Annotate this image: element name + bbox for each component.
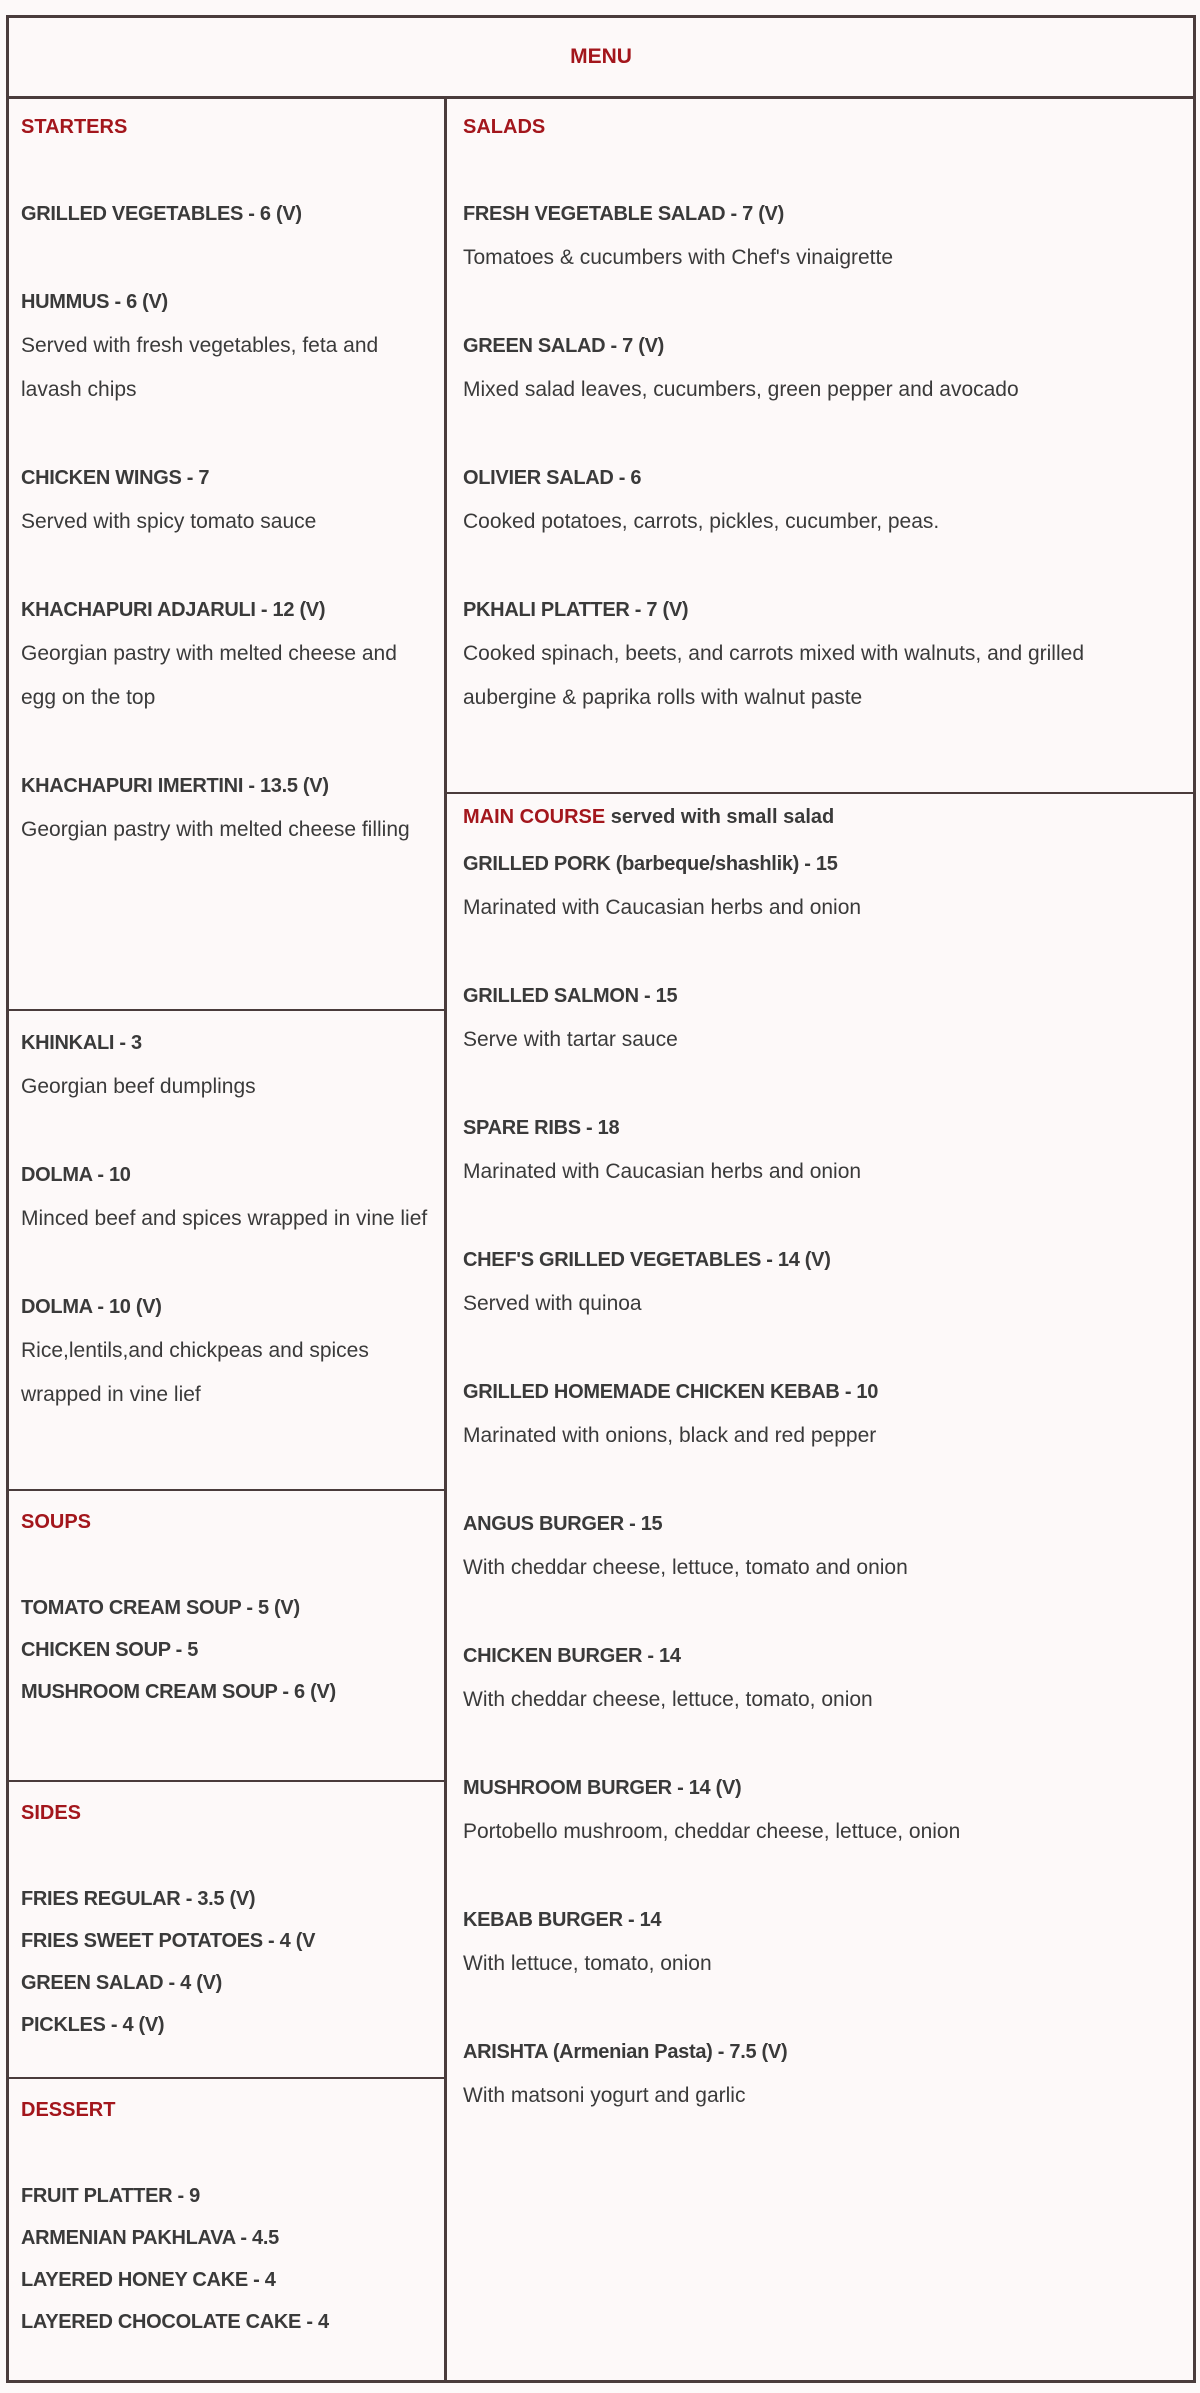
menu-header (9, 18, 1193, 99)
item-name: KHACHAPURI IMERTINI - 13.5 (V) (21, 775, 329, 797)
item-description: Serve with tartar sauce (463, 1028, 678, 1051)
section-heading: SALADS (463, 116, 546, 138)
item-name: FRIES REGULAR - 3.5 (V) (21, 1888, 256, 1910)
item-name: PICKLES - 4 (V) (21, 2014, 165, 2036)
item-name: ARISHTA (Armenian Pasta) - 7.5 (V) (463, 2041, 788, 2063)
item-name: LAYERED HONEY CAKE - 4 (21, 2269, 276, 2291)
item-name: DOLMA - 10 (21, 1164, 131, 1186)
section-heading: STARTERS (21, 116, 128, 138)
item-name: FRUIT PLATTER - 9 (21, 2185, 200, 2207)
item-name: LAYERED CHOCOLATE CAKE - 4 (21, 2311, 329, 2333)
menu-item (21, 1920, 432, 1962)
item-name: KEBAB BURGER - 14 (463, 1909, 662, 1931)
salads-list (463, 192, 1181, 720)
menu-item (463, 842, 1181, 930)
menu-item (463, 1634, 1181, 1722)
section-heading: DESSERT (21, 2099, 116, 2121)
item-name: ANGUS BURGER - 15 (463, 1513, 663, 1535)
item-description: Portobello mushroom, cheddar cheese, lettuce, onion (463, 1820, 961, 1843)
item-description: Served with spicy tomato sauce (21, 510, 317, 533)
menu-item (21, 1629, 432, 1671)
item-name: GREEN SALAD - 4 (V) (21, 1972, 222, 1994)
item-name: GREEN SALAD - 7 (V) (463, 335, 664, 357)
menu-item (21, 1962, 432, 2004)
section-heading: MAIN COURSE (463, 806, 606, 828)
item-name: GRILLED VEGETABLES - 6 (V) (21, 203, 302, 225)
item-name: FRESH VEGETABLE SALAD - 7 (V) (463, 203, 784, 225)
section-heading: SOUPS (21, 1511, 92, 1533)
menu-item (463, 588, 1181, 720)
menu-item (463, 1898, 1181, 1986)
menu-item (21, 2301, 432, 2343)
item-name: GRILLED PORK (barbeque/shashlik) - 15 (463, 853, 838, 875)
item-name: SPARE RIBS - 18 (463, 1117, 620, 1139)
main-course-section (447, 794, 1193, 2383)
menu-item (21, 1671, 432, 1713)
menu-item (21, 764, 432, 852)
item-name: GRILLED SALMON - 15 (463, 985, 678, 1007)
menu-item (21, 2217, 432, 2259)
item-name: TOMATO CREAM SOUP - 5 (V) (21, 1597, 300, 1619)
item-name: CHICKEN BURGER - 14 (463, 1645, 681, 1667)
item-description: Georgian pastry with melted cheese and egg on the top (21, 642, 397, 709)
menu-item (463, 456, 1181, 544)
menu-item (463, 1106, 1181, 1194)
starters-list (21, 192, 432, 852)
menu-table (6, 15, 1196, 2383)
item-name: ARMENIAN PAKHLAVA - 4.5 (21, 2227, 279, 2249)
menu-item (463, 324, 1181, 412)
item-description: Rice,lentils,and chickpeas and spices wrapped in vine lief (21, 1339, 369, 1406)
item-description: Minced beef and spices wrapped in vine lief (21, 1207, 428, 1230)
item-description: With cheddar cheese, lettuce, tomato, onion (463, 1688, 873, 1711)
item-description: Georgian pastry with melted cheese filling (21, 818, 410, 841)
menu-item (463, 1502, 1181, 1590)
item-name: GRILLED HOMEMADE CHICKEN KEBAB - 10 (463, 1381, 879, 1403)
item-description: Marinated with Caucasian herbs and onion (463, 896, 862, 919)
menu-item (21, 2175, 432, 2217)
dessert-section (9, 2079, 447, 2383)
menu-item (21, 1878, 432, 1920)
item-description: Tomatoes & cucumbers with Chef's vinaigrette (463, 246, 894, 269)
item-name: PKHALI PLATTER - 7 (V) (463, 599, 689, 621)
menu-item (21, 456, 432, 544)
menu-item (21, 588, 432, 720)
sides-list (21, 1878, 432, 2046)
item-description: Marinated with Caucasian herbs and onion (463, 1160, 862, 1183)
starters-section (9, 96, 447, 1011)
sides-section (9, 1782, 447, 2079)
item-name: DOLMA - 10 (V) (21, 1296, 162, 1318)
item-name: MUSHROOM CREAM SOUP - 6 (V) (21, 1681, 336, 1703)
menu-item (21, 280, 432, 412)
item-name: KHINKALI - 3 (21, 1032, 142, 1054)
menu-item (463, 974, 1181, 1062)
menu-item (463, 1238, 1181, 1326)
menu-item (21, 1587, 432, 1629)
menu-item (21, 1285, 432, 1417)
item-description: Served with quinoa (463, 1292, 642, 1315)
menu-item (463, 1766, 1181, 1854)
item-description: Cooked potatoes, carrots, pickles, cucumber, peas. (463, 510, 940, 533)
menu-title: MENU (570, 45, 632, 68)
soups-section (9, 1491, 447, 1782)
menu-item (21, 192, 432, 236)
soups-list (21, 1587, 432, 1713)
item-name: CHICKEN WINGS - 7 (21, 467, 210, 489)
menu-item (21, 1153, 432, 1241)
menu-item (463, 1370, 1181, 1458)
item-name: CHICKEN SOUP - 5 (21, 1639, 199, 1661)
dumplings-section (9, 1011, 447, 1491)
item-description: Georgian beef dumplings (21, 1075, 256, 1098)
item-description: With matsoni yogurt and garlic (463, 2084, 746, 2107)
section-heading: SIDES (21, 1802, 82, 1824)
item-description: Cooked spinach, beets, and carrots mixed with walnuts, and grilled aubergine & paprika rolls with walnut paste (463, 642, 1084, 709)
item-description: Marinated with onions, black and red pepper (463, 1424, 877, 1447)
salads-section (447, 96, 1193, 794)
menu-item (21, 2259, 432, 2301)
item-name: MUSHROOM BURGER - 14 (V) (463, 1777, 742, 1799)
item-description: Mixed salad leaves, cucumbers, green pepper and avocado (463, 378, 1019, 401)
main-list (463, 842, 1181, 2118)
dessert-list (21, 2175, 432, 2343)
item-name: FRIES SWEET POTATOES - 4 (V (21, 1930, 316, 1952)
menu-item (463, 2030, 1181, 2118)
item-name: HUMMUS - 6 (V) (21, 291, 168, 313)
item-description: With lettuce, tomato, onion (463, 1952, 712, 1975)
item-name: KHACHAPURI ADJARULI - 12 (V) (21, 599, 326, 621)
item-name: OLIVIER SALAD - 6 (463, 467, 642, 489)
menu-item (21, 2004, 432, 2046)
item-name: CHEF'S GRILLED VEGETABLES - 14 (V) (463, 1249, 831, 1271)
section-note: served with small salad (610, 806, 835, 828)
menu-item (463, 192, 1181, 280)
item-description: Served with fresh vegetables, feta and lavash chips (21, 334, 379, 401)
menu-item (21, 1021, 432, 1109)
item-description: With cheddar cheese, lettuce, tomato and onion (463, 1556, 908, 1579)
dumplings-list (21, 1021, 432, 1417)
